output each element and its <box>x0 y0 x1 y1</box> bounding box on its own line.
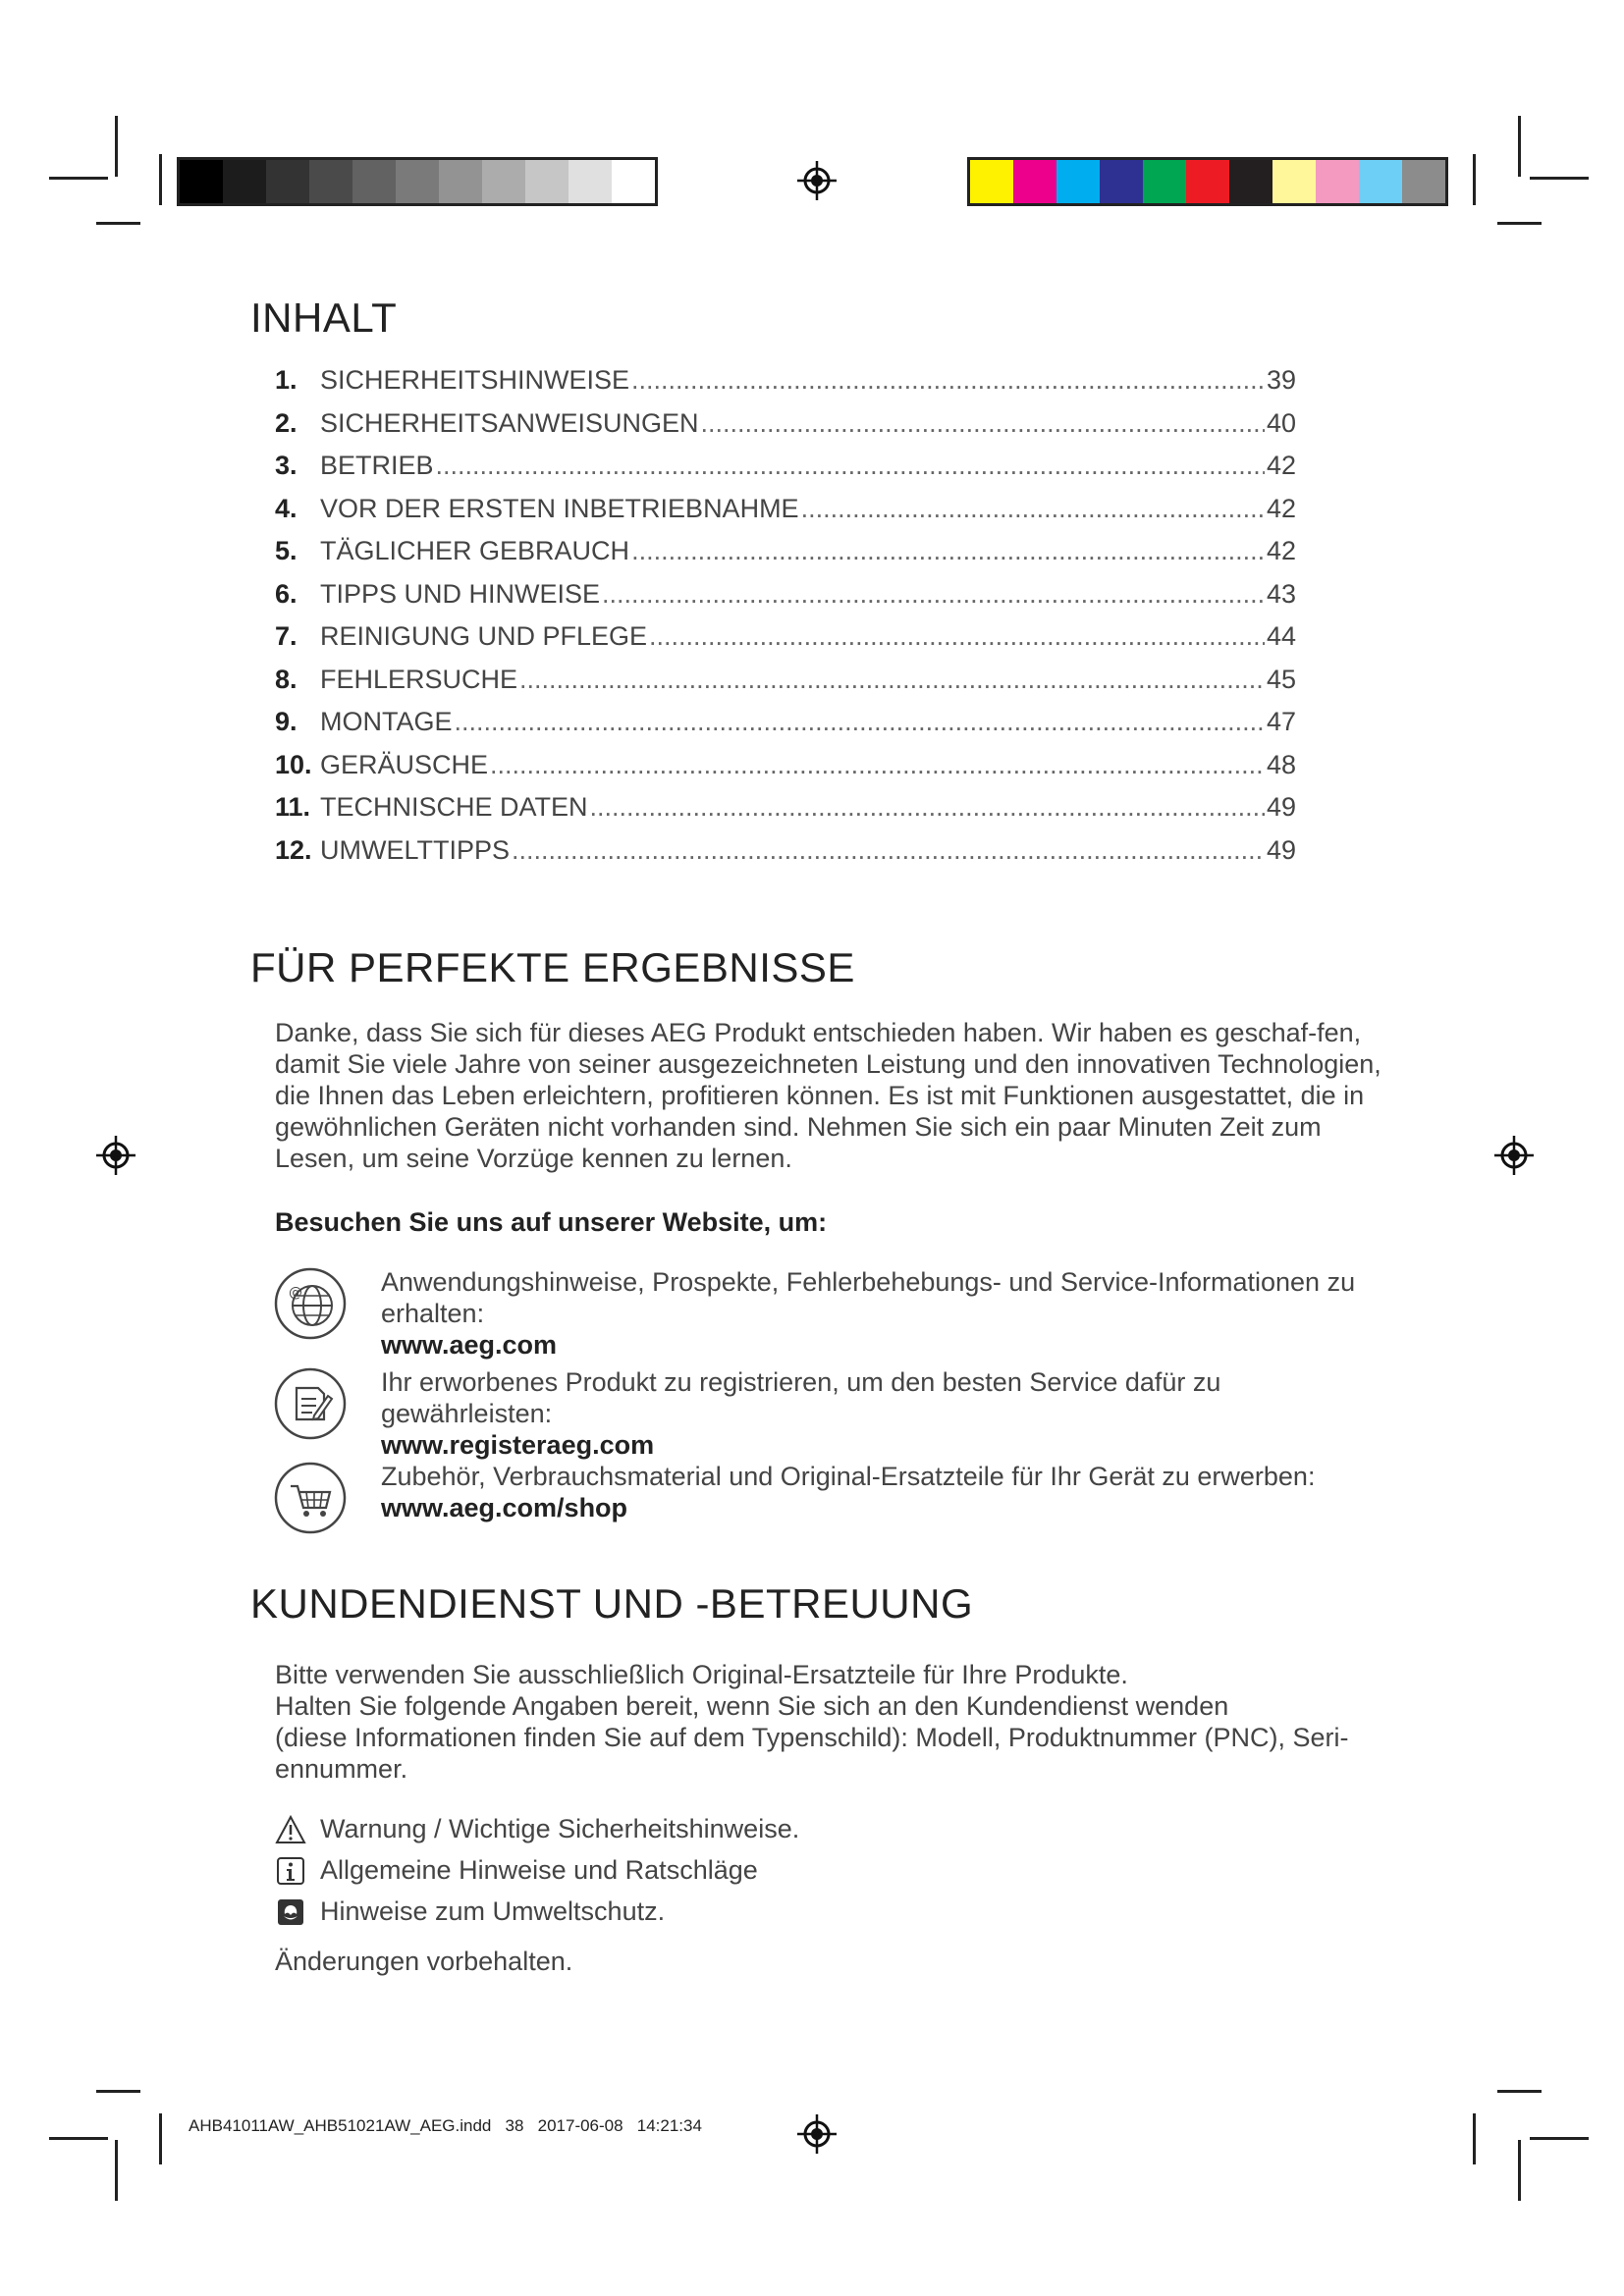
svg-text:@: @ <box>289 1285 302 1301</box>
website-link[interactable]: www.aeg.com <box>381 1330 558 1360</box>
toc-number: 5. <box>275 536 298 565</box>
registration-mark-icon <box>96 1136 135 1175</box>
toc-row[interactable] <box>275 579 1296 622</box>
color-swatch <box>1186 160 1229 203</box>
toc-title: TECHNISCHE DATEN <box>320 792 588 822</box>
toc-row[interactable] <box>275 792 1296 835</box>
warning-icon <box>275 1815 306 1844</box>
gray-swatch <box>439 160 482 203</box>
toc-heading: INHALT <box>250 294 398 341</box>
legend-environment <box>275 1896 665 1927</box>
color-swatch <box>970 160 1013 203</box>
color-swatch <box>1143 160 1186 203</box>
toc-title: REINIGUNG UND PFLEGE <box>320 621 648 651</box>
toc-title: FEHLERSUCHE <box>320 664 518 694</box>
website-item-text: Anwendungshinweise, Prospekte, Fehlerbehebungs- und Service-Informationen zu erhalten: <box>381 1267 1356 1328</box>
gray-swatch <box>568 160 612 203</box>
toc-number: 9. <box>275 707 298 736</box>
perfect-results-heading: FÜR PERFEKTE ERGEBNISSE <box>250 944 855 990</box>
toc-row[interactable] <box>275 536 1296 579</box>
toc-row[interactable] <box>275 750 1296 793</box>
toc-number: 3. <box>275 451 298 480</box>
toc-row[interactable] <box>275 365 1296 408</box>
toc-number: 4. <box>275 493 298 523</box>
toc-number: 2. <box>275 407 298 438</box>
website-item-support <box>273 1266 1392 1361</box>
toc-page-number: 47 <box>1266 707 1296 736</box>
toc-leader-dots <box>631 536 1265 566</box>
gray-swatch <box>180 160 223 203</box>
table-of-contents <box>275 365 1296 878</box>
website-link[interactable]: www.registeraeg.com <box>381 1430 655 1460</box>
toc-title: TÄGLICHER GEBRAUCH <box>320 536 630 565</box>
registration-mark-icon <box>797 2114 837 2154</box>
registration-mark-icon <box>797 161 837 200</box>
toc-page-number: 42 <box>1266 451 1296 480</box>
toc-leader-dots <box>490 750 1265 780</box>
website-item-text: Zubehör, Verbrauchsmaterial und Original-Ersatzteile für Ihr Gerät zu erwerben: <box>381 1462 1316 1491</box>
changes-note: Änderungen vorbehalten. <box>275 1947 573 1976</box>
toc-row[interactable] <box>275 451 1296 494</box>
toc-number: 8. <box>275 664 298 694</box>
website-item-text: Ihr erworbenes Produkt zu registrieren, um den besten Service dafür zu gewährleisten: <box>381 1367 1221 1428</box>
registration-mark-icon <box>1494 1136 1534 1175</box>
toc-leader-dots <box>801 494 1265 524</box>
cart-icon <box>273 1461 348 1535</box>
website-item-shop <box>273 1461 1392 1535</box>
toc-row[interactable] <box>275 494 1296 537</box>
file-info: AHB41011AW_AHB51021AW_AEG.indd 38 2017-06-08 14:21:34 <box>189 2116 702 2135</box>
legend-info <box>275 1855 758 1886</box>
legend-warning <box>275 1814 799 1844</box>
toc-row[interactable] <box>275 707 1296 750</box>
toc-page-number: 44 <box>1266 621 1296 651</box>
toc-number: 11. <box>275 792 311 822</box>
toc-number: 7. <box>275 621 298 651</box>
gray-swatch <box>396 160 439 203</box>
legend-text: Allgemeine Hinweise und Ratschläge <box>320 1855 758 1885</box>
gray-swatch <box>352 160 396 203</box>
toc-row[interactable] <box>275 621 1296 665</box>
color-swatch <box>1100 160 1143 203</box>
gray-swatch <box>266 160 309 203</box>
gray-color-bar <box>177 157 658 206</box>
website-link[interactable]: www.aeg.com/shop <box>381 1493 628 1522</box>
toc-row[interactable] <box>275 835 1296 879</box>
toc-number: 10. <box>275 749 312 779</box>
gray-swatch <box>482 160 525 203</box>
legend-text: Hinweise zum Umweltschutz. <box>320 1896 666 1926</box>
toc-title: MONTAGE <box>320 707 453 736</box>
intro-paragraph: Danke, dass Sie sich für dieses AEG Produkt entschieden haben. Wir haben es geschaf-fen, damit Sie viele Jahre von seiner ausgezeichneten Leistung und den innovativen Technologien, die Ihnen das Leben erleichtern, profitieren können. Es ist mit Funktionen ausgestattet, die in gewöhnlichen Geräten nicht vorhanden sind. Nehmen Sie sich ein paar Minuten Zeit zum Lesen, um seine Vorzüge kennen zu lernen. <box>275 1018 1381 1173</box>
toc-page-number: 40 <box>1266 407 1296 438</box>
process-color-bar <box>967 157 1448 206</box>
toc-leader-dots <box>590 792 1265 823</box>
toc-page-number: 49 <box>1266 834 1296 865</box>
info-icon <box>275 1856 306 1886</box>
toc-leader-dots <box>602 579 1265 610</box>
toc-leader-dots <box>519 665 1265 695</box>
toc-leader-dots <box>436 451 1265 481</box>
customer-service-heading: KUNDENDIENST UND -BETREUUNG <box>250 1580 974 1627</box>
globe-icon <box>273 1266 348 1341</box>
toc-page-number: 49 <box>1266 792 1296 822</box>
color-swatch <box>1229 160 1272 203</box>
toc-title: VOR DER ERSTEN INBETRIEBNAHME <box>320 493 799 523</box>
legend-text: Warnung / Wichtige Sicherheitshinweise. <box>320 1814 800 1843</box>
toc-number: 6. <box>275 578 298 609</box>
website-item-register <box>273 1366 1392 1461</box>
toc-page-number: 42 <box>1266 493 1296 523</box>
toc-row[interactable] <box>275 408 1296 452</box>
service-paragraph: Bitte verwenden Sie ausschließlich Original-Ersatzteile für Ihre Produkte. Halten Sie folgende Angaben bereit, wenn Sie sich an den Kundendienst wenden (diese Informationen finden Sie auf dem Typenschild): Modell, Produktnummer (PNC), Seri-ennummer. <box>275 1660 1349 1784</box>
gray-swatch <box>223 160 266 203</box>
toc-number: 1. <box>275 365 298 395</box>
register-icon <box>273 1366 348 1441</box>
toc-page-number: 45 <box>1266 664 1296 694</box>
color-swatch <box>1316 160 1359 203</box>
gray-swatch <box>525 160 568 203</box>
environment-icon <box>275 1897 306 1927</box>
toc-leader-dots <box>512 835 1265 866</box>
toc-page-number: 42 <box>1266 536 1296 565</box>
color-swatch <box>1056 160 1100 203</box>
toc-leader-dots <box>455 707 1265 737</box>
toc-leader-dots <box>631 365 1265 396</box>
toc-row[interactable] <box>275 665 1296 708</box>
visit-website-label: Besuchen Sie uns auf unserer Website, um: <box>275 1207 828 1237</box>
toc-page-number: 48 <box>1266 749 1296 779</box>
toc-title: SICHERHEITSANWEISUNGEN <box>320 407 699 438</box>
toc-leader-dots <box>649 621 1265 652</box>
toc-title: BETRIEB <box>320 451 434 480</box>
toc-page-number: 39 <box>1266 365 1296 395</box>
toc-title: GERÄUSCHE <box>320 749 489 779</box>
color-swatch <box>1359 160 1402 203</box>
toc-leader-dots <box>701 408 1265 439</box>
toc-number: 12. <box>275 834 312 865</box>
toc-page-number: 43 <box>1266 578 1296 609</box>
color-swatch <box>1402 160 1445 203</box>
color-swatch <box>1013 160 1056 203</box>
toc-title: SICHERHEITSHINWEISE <box>320 365 630 395</box>
toc-title: TIPPS UND HINWEISE <box>320 578 601 609</box>
gray-swatch <box>612 160 655 203</box>
gray-swatch <box>309 160 352 203</box>
toc-title: UMWELTTIPPS <box>320 834 511 865</box>
color-swatch <box>1272 160 1316 203</box>
